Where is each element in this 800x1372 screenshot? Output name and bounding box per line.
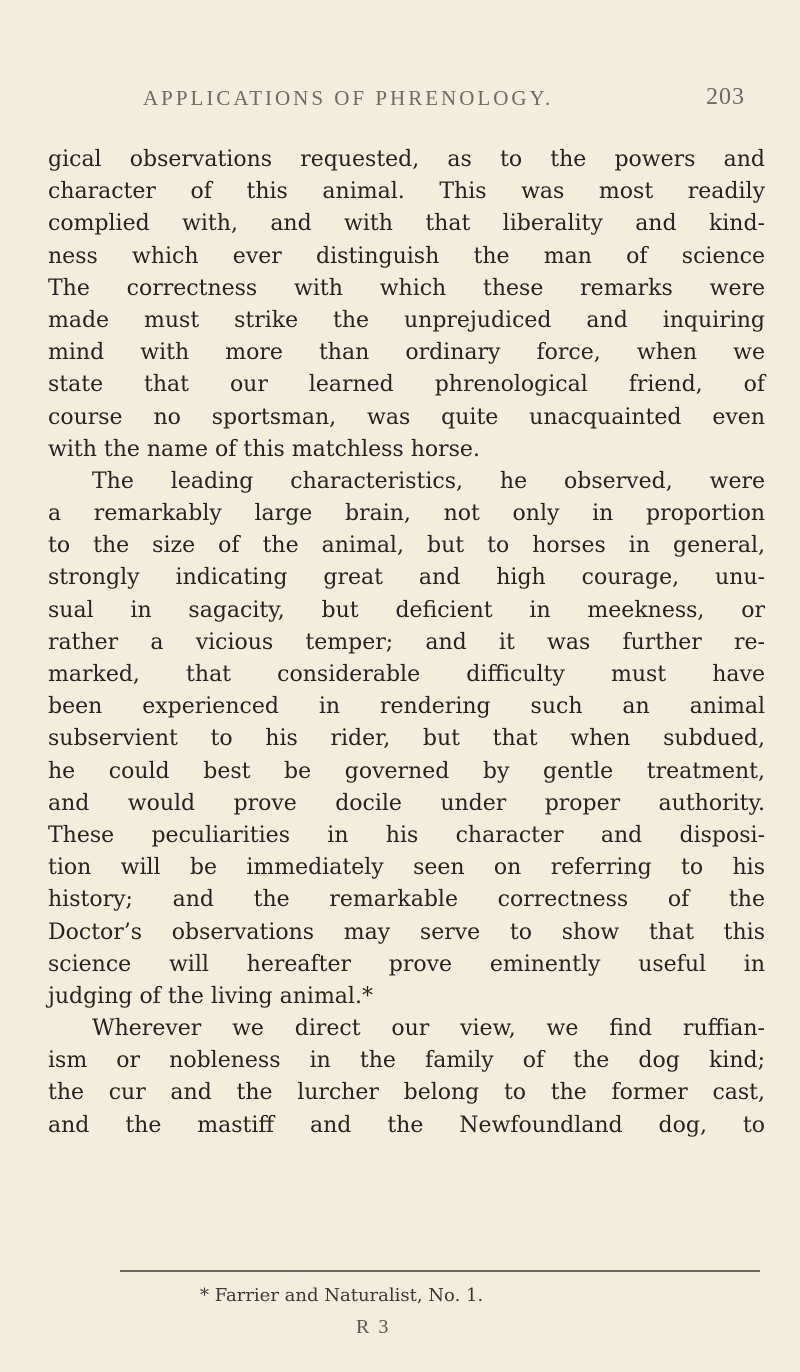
running-title: APPLICATIONS OF PHRENOLOGY. (143, 86, 554, 110)
text-line: history; and the remarkable correctness of the (48, 887, 765, 913)
text-line: judging of the living animal.* (48, 983, 373, 1009)
text-line: and the mastiff and the Newfoundland dog, to (48, 1112, 765, 1138)
footnote-divider (120, 1270, 760, 1272)
text-line: The correctness with which these remarks were (48, 275, 765, 301)
text-line: made must strike the unprejudiced and inquiring (48, 307, 765, 333)
text-line: complied with, and with that liberality and kind- (48, 211, 765, 237)
text-line: course no sportsman, was quite unacquainted even (48, 404, 765, 430)
text-line: science will hereafter prove eminently useful in (48, 951, 765, 977)
text-line: he could best be governed by gentle treatment, (48, 758, 765, 784)
text-line: sual in sagacity, but deficient in meekness, or (48, 597, 765, 623)
text-line: to the size of the animal, but to horses in general, (48, 533, 765, 559)
text-line: state that our learned phrenological friend, of (48, 372, 765, 398)
body-text (48, 144, 765, 1142)
text-line: the cur and the lurcher belong to the former cast, (48, 1080, 765, 1106)
text-line: The leading characteristics, he observed, were (92, 468, 765, 494)
text-line: gical observations requested, as to the powers and (48, 147, 765, 172)
text-line: strongly indicating great and high courage, unu- (48, 565, 765, 591)
page-number: 203 (706, 84, 745, 110)
text-line: and would prove docile under proper authority. (48, 790, 765, 816)
text-line: tion will be immediately seen on referring to his (48, 855, 765, 881)
footnote: * Farrier and Naturalist, No. 1. (200, 1285, 484, 1306)
text-line: ness which ever distinguish the man of science (48, 243, 765, 269)
text-line: ism or nobleness in the family of the dog kind; (48, 1048, 765, 1074)
text-line: character of this animal. This was most readily (48, 179, 765, 205)
text-line: Doctor’s observations may serve to show that this (48, 919, 765, 945)
text-line: rather a vicious temper; and it was further re- (48, 629, 765, 655)
running-head (143, 84, 745, 116)
text-line: subservient to his rider, but that when subdued, (48, 726, 765, 752)
text-line: marked, that considerable difficulty must have (48, 662, 765, 687)
text-line: mind with more than ordinary force, when we (48, 340, 765, 366)
text-line: Wherever we direct our view, we find ruffian- (92, 1016, 765, 1042)
signature-mark: R 3 (356, 1316, 391, 1338)
text-line: with the name of this matchless horse. (48, 436, 480, 462)
text-line: been experienced in rendering such an animal (48, 694, 765, 720)
text-line: These peculiarities in his character and disposi- (48, 822, 765, 848)
text-line: a remarkably large brain, not only in proportion (48, 501, 765, 527)
